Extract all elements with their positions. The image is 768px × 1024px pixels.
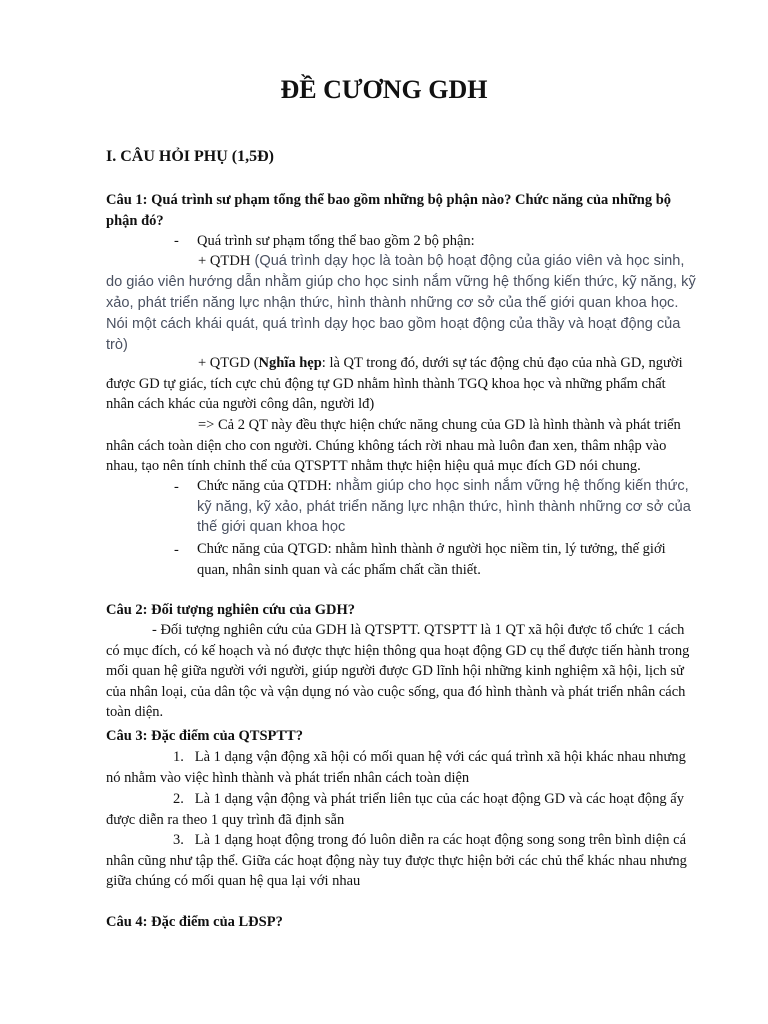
qtgd-bold: Nghĩa hẹp	[258, 355, 322, 371]
qtdh-label: + QTDH	[198, 253, 251, 269]
q1-conclusion	[106, 415, 696, 477]
bullet-dash: -	[174, 233, 179, 249]
conclusion-text: => Cả 2 QT này đều thực hiện chức năng chung của GD là hình thành và phát triển nhân cách toàn diện cho con người. Chúng không tách rời nhau mà luôn đan xen, thâm nhập vào nhau, tạo nên tính chỉnh thể của QTSPTT nhằm thực hiện hiệu quả mục đích GD nói chung.	[106, 417, 681, 474]
q1-qtgd-paragraph	[106, 353, 696, 415]
section-heading: I. CÂU HỎI PHỤ (1,5Đ)	[106, 148, 274, 165]
q1-bullet-1: Quá trình sư phạm tổng thể bao gồm 2 bộ phận:	[197, 233, 475, 249]
q1-func-qtdh	[197, 476, 697, 538]
q1-func-qtgd: Chức năng của QTGD: nhằm hình thành ở người học niềm tin, lý tưởng, thế giới quan, nhân sinh quan và các phẩm chất cần thiết.	[197, 541, 666, 578]
item-number: 2.	[173, 791, 184, 807]
qtdh-text: (Quá trình dạy học là toàn bộ hoạt động của giáo viên và học sinh, do giáo viên hướng dẫn nhằm giúp cho học sinh nắm vững hệ thống kiến thức, kỹ năng, kỹ xảo, phát triển năng lực nhận thức, hình thành những cơ sở của thế giới quan khoa học. Nói một cách khái quát, quá trình dạy học bao gồm hoạt động của thầy và hoạt động của trò)	[106, 253, 696, 353]
qtgd-label: + QTGD (	[198, 355, 259, 371]
q2-answer-text: - Đối tượng nghiên cứu của GDH là QTSPTT. QTSPTT là 1 QT xã hội được tổ chức 1 cách có mục đích, có kế hoạch và nó được thực hiện thông qua hoạt động GD cụ thể được tiến hành trong mối quan hệ giữa người với người, giúp người được GD lĩnh hội những kinh nghiệm xã hội, lịch sử của nhân loại, của dân tộc và vận dụng nó vào cuộc sống, qua đó hình thành và phát triển nhân cách toàn diện.	[106, 622, 690, 720]
question-1: Câu 1: Quá trình sư phạm tổng thể bao gồm những bộ phận nào? Chức năng của những bộ phận đó?	[106, 192, 672, 229]
page-title: ĐỀ CƯƠNG GDH	[280, 75, 488, 104]
q2-answer	[106, 620, 696, 723]
item-number: 1.	[173, 749, 184, 765]
bullet-dash: -	[174, 542, 179, 558]
func-qtdh-label: Chức năng của QTDH:	[197, 478, 332, 494]
bullet-dash: -	[174, 479, 179, 495]
item-text: Là 1 dạng hoạt động trong đó luôn diễn ra các hoạt động song song trên bình diện cá nhân cũng như tập thể. Giữa các hoạt động này tuy được thực hiện bởi các chủ thể khác nhau nhưng giữa chúng có mối quan hệ qua lại với nhau	[106, 832, 687, 889]
qtgd-text: : là QT trong đó, dưới sự tác động chủ đạo của nhà GD, người được GD tự giác, tích cực chủ động tự GD nhằm hình thành TGQ khoa học và những phẩm chất nhân cách khác của người công dân, người lđ)	[106, 355, 683, 412]
question-2: Câu 2: Đối tượng nghiên cứu của GDH?	[106, 602, 355, 618]
question-3: Câu 3: Đặc điểm của QTSPTT?	[106, 728, 303, 744]
q3-item-3	[106, 830, 696, 892]
item-text: Là 1 dạng vận động và phát triển liên tục của các hoạt động GD và các hoạt động ấy được diễn ra theo 1 quy trình đã định sẵn	[106, 791, 684, 828]
q3-item-1	[106, 747, 696, 788]
question-4: Câu 4: Đặc điểm của LĐSP?	[106, 914, 283, 930]
item-text: Là 1 dạng vận động xã hội có mối quan hệ với các quá trình xã hội khác nhau nhưng nó nhằm vào việc hình thành và phát triển nhân cách toàn diện	[106, 749, 686, 786]
item-number: 3.	[173, 832, 184, 848]
q3-item-2	[106, 789, 696, 830]
func-qtdh-text: nhằm giúp cho học sinh nắm vững hệ thống kiến thức, kỹ năng, kỹ xảo, phát triển năng lực nhận thức, hình thành những cơ sở của thế giới quan khoa học	[197, 478, 691, 535]
q1-qtdh-paragraph	[106, 251, 696, 356]
